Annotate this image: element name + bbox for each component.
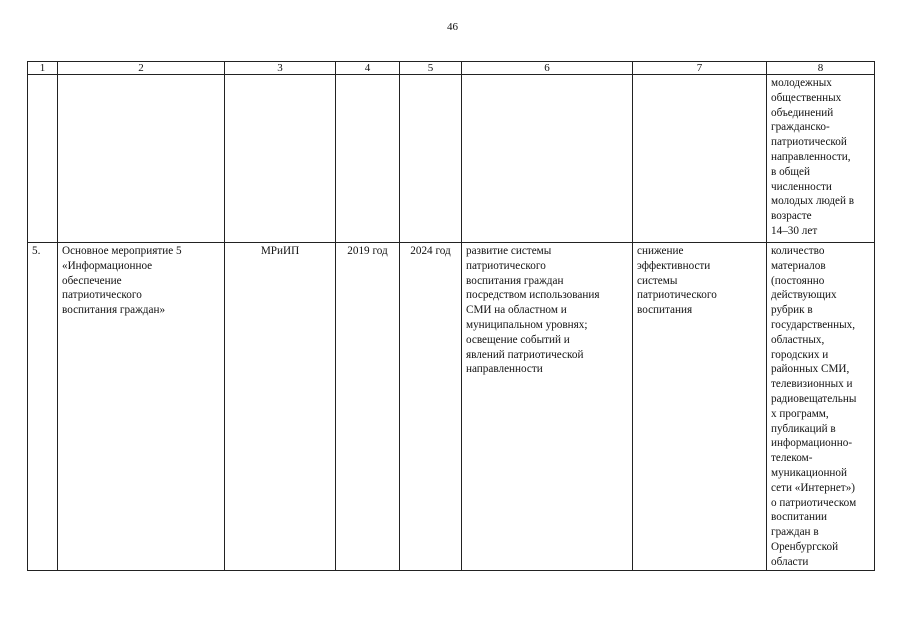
column-number-row	[28, 62, 875, 75]
column-header-8: 8	[767, 62, 875, 75]
cont-indicator-text: молодежных общественных объединений гражданско- патриотической направленности, в общей численности молодых людей в возрасте 14–30 лет	[767, 75, 875, 243]
column-header-3: 3	[225, 62, 336, 75]
item-indicator: количество материалов (постоянно действующих рубрик в государственных, областных, городских и районных СМИ, телевизионных и радиовещательны х программ, публикаций в информационно- телеком- муникационной сети «Интернет») о патриотическом воспитании граждан в Оренбургской области	[767, 243, 875, 571]
cont-cell-5	[400, 75, 462, 243]
column-header-4: 4	[336, 62, 400, 75]
cont-cell-1	[28, 75, 58, 243]
item-number: 5.	[28, 243, 58, 571]
column-header-2: 2	[58, 62, 225, 75]
cont-cell-3	[225, 75, 336, 243]
cont-cell-6	[462, 75, 633, 243]
item-expected-result: развитие системы патриотического воспитания граждан посредством использования СМИ на областном и муниципальном уровнях; освещение событий и явлений патриотической направленности	[462, 243, 633, 571]
column-header-7: 7	[633, 62, 767, 75]
cont-cell-4	[336, 75, 400, 243]
cont-cell-7	[633, 75, 767, 243]
table-row	[28, 243, 875, 571]
item-start-year: 2019 год	[336, 243, 400, 571]
page-number: 46	[447, 21, 458, 33]
cont-cell-2	[58, 75, 225, 243]
item-name: Основное мероприятие 5 «Информационное обеспечение патриотического воспитания граждан»	[58, 243, 225, 571]
item-consequence: снижение эффективности системы патриотического воспитания	[633, 243, 767, 571]
program-table	[27, 61, 875, 571]
column-header-5: 5	[400, 62, 462, 75]
column-header-6: 6	[462, 62, 633, 75]
column-header-1: 1	[28, 62, 58, 75]
continuation-row	[28, 75, 875, 243]
item-executor: МРиИП	[225, 243, 336, 571]
item-end-year: 2024 год	[400, 243, 462, 571]
